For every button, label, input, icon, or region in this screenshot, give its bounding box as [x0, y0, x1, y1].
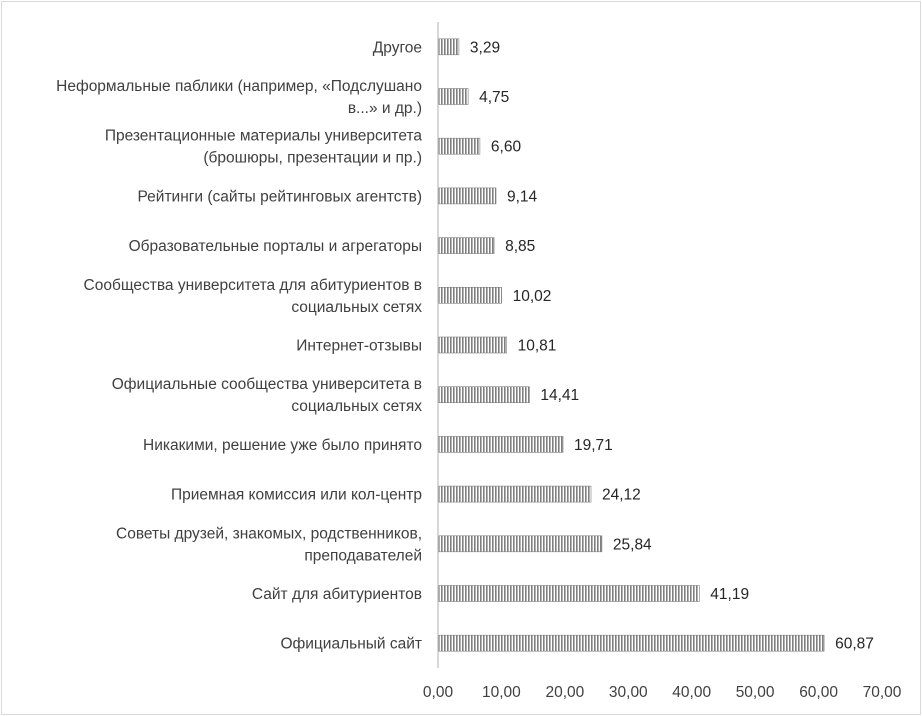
- x-tick-label-0: 0,00: [422, 684, 454, 701]
- data-label-5: 14,41: [540, 387, 580, 405]
- bar-11: [438, 89, 468, 105]
- category-label-line: преподавателей: [304, 547, 422, 565]
- category-label-line: Презентационные материалы университета: [104, 127, 422, 145]
- category-label-line: Сообщества университета для абитуриентов в: [83, 276, 422, 294]
- category-label-4: [143, 437, 422, 454]
- data-label-11: 4,75: [479, 89, 510, 106]
- data-label-10: 6,60: [490, 138, 522, 156]
- bar-4: [438, 436, 563, 452]
- bar-0: [438, 635, 824, 651]
- category-label-3: [171, 487, 422, 504]
- category-label-8: [129, 238, 422, 255]
- bar-6: [438, 337, 507, 353]
- x-tick-label-3: 30,00: [608, 684, 648, 701]
- category-label-11: [56, 78, 422, 117]
- category-label-0: [280, 636, 422, 653]
- category-label-line: Рейтинги (сайты рейтинговых агентств): [137, 188, 422, 206]
- category-label-line: Неформальные паблики (например, «Подслушано: [56, 78, 422, 95]
- data-label-12: 3,29: [469, 39, 501, 57]
- x-tick-label-5: 50,00: [735, 684, 775, 701]
- category-label-line: Приемная комиссия или кол-центр: [170, 486, 422, 504]
- category-label-5: [112, 376, 422, 415]
- x-tick-label-6: 60,00: [799, 684, 838, 701]
- data-label-0: 60,87: [835, 635, 874, 653]
- category-label-line: Интернет-отзывы: [296, 337, 422, 355]
- data-label-4: 19,71: [574, 436, 613, 454]
- category-label-line: Другое: [372, 39, 422, 57]
- data-label-7: 10,02: [512, 287, 552, 305]
- bar-1: [438, 586, 699, 602]
- data-label-6: 10,81: [517, 337, 557, 355]
- category-label-9: [138, 188, 422, 205]
- category-label-line: социальных сетях: [291, 398, 422, 416]
- bars-layer: [438, 39, 824, 651]
- category-label-line: (брошюры, презентации и пр.): [203, 149, 422, 167]
- category-label-7: [84, 277, 423, 316]
- category-label-line: Официальный сайт: [280, 635, 422, 653]
- bar-5: [438, 387, 529, 403]
- bar-2: [438, 536, 602, 552]
- data-label-2: 25,84: [612, 536, 652, 554]
- x-tick-label-4: 40,00: [672, 684, 712, 701]
- bar-7: [438, 287, 502, 303]
- category-label-12: [373, 39, 422, 56]
- category-label-10: [105, 128, 423, 167]
- data-label-3: 24,12: [602, 486, 641, 504]
- x-tick-label-1: 10,00: [482, 684, 521, 701]
- category-label-6: [296, 338, 422, 355]
- bar-12: [438, 39, 459, 55]
- category-label-line: Советы друзей, знакомых, родственников,: [116, 525, 422, 543]
- category-label-line: в...» и др.): [347, 100, 422, 117]
- category-label-line: Официальные сообщества университета в: [111, 376, 422, 394]
- category-label-line: Образовательные порталы и агрегаторы: [128, 238, 422, 256]
- bar-8: [438, 238, 494, 254]
- bar-10: [438, 138, 480, 154]
- category-label-2: [116, 525, 422, 564]
- data-label-9: 9,14: [507, 188, 538, 206]
- x-tick-label-7: 70,00: [862, 684, 902, 701]
- data-label-1: 41,19: [710, 586, 750, 603]
- category-label-1: [252, 586, 422, 603]
- bar-9: [438, 188, 496, 204]
- category-label-line: Сайт для абитуриентов: [251, 586, 422, 603]
- category-label-line: Никакими, решение уже было принято: [143, 436, 422, 454]
- data-label-8: 8,85: [505, 238, 536, 256]
- x-tick-label-2: 20,00: [545, 684, 585, 701]
- bar-3: [438, 486, 591, 502]
- category-label-line: социальных сетях: [291, 298, 422, 316]
